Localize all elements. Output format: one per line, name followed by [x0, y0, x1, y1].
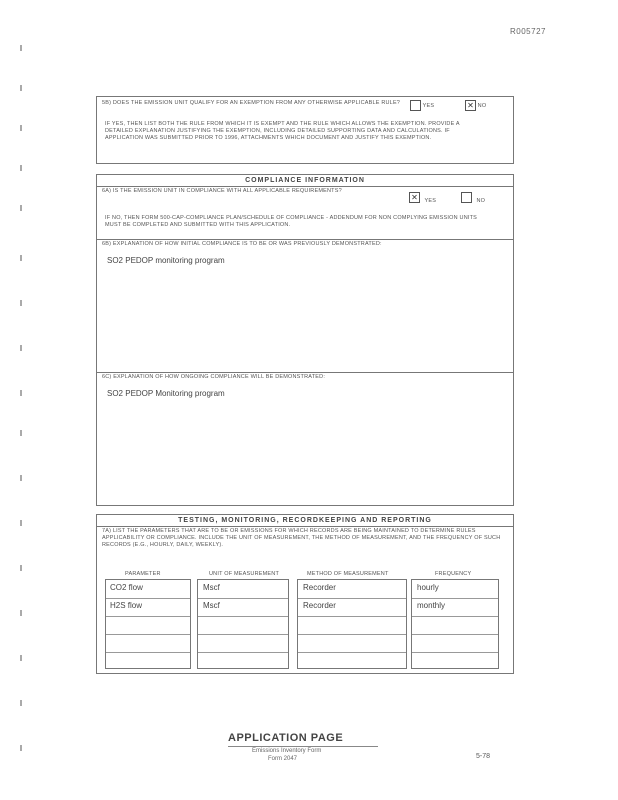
column-frequency [411, 579, 499, 669]
table-cell[interactable]: Mscf [203, 583, 220, 592]
footer-title: APPLICATION PAGE [228, 732, 344, 744]
exemption-yes-checkbox[interactable] [410, 100, 421, 111]
table-cell[interactable]: Recorder [303, 583, 336, 592]
exemption-no-option[interactable]: ✕ NO [465, 100, 486, 111]
compliance-instructions: IF NO, THEN FORM 500-CAP-COMPLIANCE PLAN/SCHEDULE OF COMPLIANCE - ADDENDUM FOR NON COMPLYING EMISSION UNITS MUST BE COMPLETED AND SUBMITTED WITH THIS APPLICATION. [105, 215, 478, 228]
compliance-no-option[interactable]: NO [461, 189, 485, 207]
exemption-instructions: IF YES, THEN LIST BOTH THE RULE FROM WHICH IT IS EXEMPT AND THE RULE WHICH ALLOWS THE EXEMPTION. PROVIDE A DETAILED EXPLANATION JUSTIFYING THE EXEMPTION, INCLUDING DETAILED SUPPORTING DATA AND CALCULATIONS. IF APPLICATION WAS SUBMITTED PRIOR TO 1996, ATTACHMENTS WHICH DOCUMENT AND JUSTIFY THIS EXEMPTION. [105, 121, 460, 141]
footer-page-number: 5-78 [476, 753, 491, 760]
column-unit [197, 579, 289, 669]
column-parameter [105, 579, 191, 669]
exemption-question: 5B) DOES THE EMISSION UNIT QUALIFY FOR AN EXEMPTION FROM ANY OTHERWISE APPLICABLE RULE? [102, 100, 401, 106]
column-method [297, 579, 407, 669]
table-cell[interactable]: hourly [417, 583, 439, 592]
compliance-yes-option[interactable]: ✕ YES [409, 189, 436, 207]
col-header-parameter: PARAMETER [125, 571, 161, 577]
col-header-method: METHOD OF MEASUREMENT [307, 571, 389, 577]
table-cell[interactable]: Recorder [303, 601, 336, 610]
exemption-section [96, 96, 514, 164]
compliance-title: COMPLIANCE INFORMATION [245, 177, 365, 184]
compliance-no-checkbox[interactable] [461, 192, 472, 203]
compliance-yes-checkbox[interactable]: ✕ [409, 192, 420, 203]
page-id: R005727 [510, 27, 546, 36]
col-header-frequency: FREQUENCY [435, 571, 472, 577]
initial-compliance-label: 6B) EXPLANATION OF HOW INITIAL COMPLIANCE IS TO BE OR WAS PREVIOUSLY DEMONSTRATED: [102, 241, 382, 247]
table-cell[interactable]: monthly [417, 601, 446, 610]
col-header-unit: UNIT OF MEASUREMENT [209, 571, 280, 577]
footer-subtitle: Emissions Inventory Form [252, 748, 322, 754]
testing-title: TESTING, MONITORING, RECORDKEEPING AND REPORTING [178, 517, 432, 524]
initial-compliance-answer[interactable]: SO2 PEDOP monitoring program [107, 256, 225, 265]
footer-form: Form 2047 [268, 756, 298, 762]
table-cell[interactable]: CO2 flow [110, 583, 143, 592]
table-cell[interactable]: H2S flow [110, 601, 143, 610]
exemption-yes-option[interactable]: YES [410, 100, 434, 111]
table-cell[interactable]: Mscf [203, 601, 220, 610]
testing-section [96, 514, 514, 674]
testing-instructions: 7A) LIST THE PARAMETERS THAT ARE TO BE OR EMISSIONS FOR WHICH RECORDS ARE BEING MAINTAINED TO DETERMINE RULES APPLICABILITY OR COMPLIANCE. INCLUDE THE UNIT OF MEASUREMENT, THE METHOD OF MEASUREMENT, AND THE FREQUENCY OF SUCH RECORDS (E.G., HOURLY, DAILY, WEEKLY). [102, 528, 501, 548]
compliance-section [96, 174, 514, 506]
ongoing-compliance-label: 6C) EXPLANATION OF HOW ONGOING COMPLIANCE WILL BE DEMONSTRATED: [102, 374, 326, 380]
compliance-question: 6A) IS THE EMISSION UNIT IN COMPLIANCE WITH ALL APPLICABLE REQUIREMENTS? [102, 188, 342, 194]
ongoing-compliance-answer[interactable]: SO2 PEDOP Monitoring program [107, 389, 225, 398]
exemption-no-checkbox[interactable]: ✕ [465, 100, 476, 111]
